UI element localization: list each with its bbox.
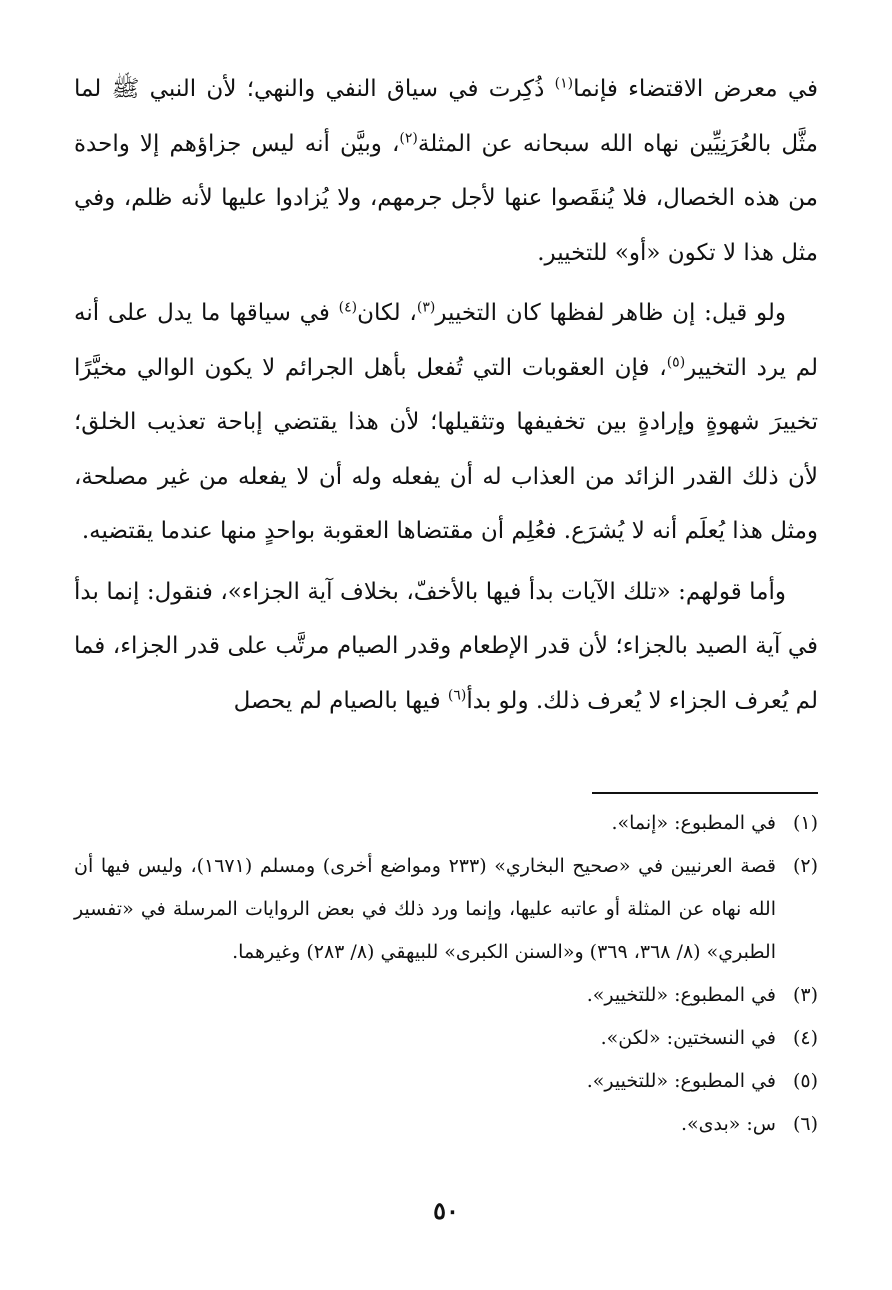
- footnote-divider: [592, 792, 818, 794]
- page-number: ٥٠: [433, 1196, 459, 1225]
- footnote-ref-6[interactable]: (٦): [447, 686, 467, 703]
- footnote-text: في المطبوع: «إنما».: [611, 812, 776, 834]
- footnote-3: [74, 974, 818, 1017]
- paragraph-text: وأما قولهم: «تلك الآيات بدأ فيها بالأخفّ، بخلاف آية الجزاء»، فنقول: إنما بدأ في آية الصيد بالجزاء؛ لأن قدر الإطعام وقدر الصيام مرتَّب على قدر الجزاء، فما لم يُعرف الجزاء لا يُعرف ذلك. ولو بدأ: [74, 578, 818, 714]
- paragraph-text: ، وبيَّن أنه ليس جزاؤهم إلا واحدة من هذه الخصال، فلا يُنقَصوا عنها لأجل جرمهم، ولا يُزادوا عليها لأنه ظلم، وفي مثل هذا لا تكون «أو» للتخيير.: [74, 130, 818, 266]
- footnote-number: (٣): [792, 984, 818, 1006]
- footnotes: [74, 802, 818, 1146]
- footnote-number: (٢): [792, 855, 818, 877]
- footnote-4: [74, 1017, 818, 1060]
- footnote-ref-5[interactable]: (٥): [666, 353, 686, 370]
- paragraph-2: [74, 286, 818, 559]
- footnote-ref-4[interactable]: (٤): [338, 299, 358, 316]
- footnote-6: [74, 1103, 818, 1146]
- footnote-text: في المطبوع: «للتخيير».: [586, 984, 776, 1006]
- footnote-number: (٦): [792, 1113, 818, 1135]
- footnote-5: [74, 1060, 818, 1103]
- footnote-number: (٤): [792, 1027, 818, 1049]
- footnote-text: في النسختين: «لكن».: [600, 1027, 776, 1049]
- paragraph-text: ذُكِرت في سياق النفي والنهي؛ لأن النبي ﷺ لما مثَّل بالعُرَنِيِّين نهاه الله سبحانه عن المثلة: [74, 76, 818, 157]
- footnote-text: س: «بدى».: [680, 1113, 776, 1135]
- paragraph-3: [74, 565, 818, 729]
- footnote-2: [74, 845, 818, 974]
- footnote-ref-1[interactable]: (١): [554, 75, 574, 92]
- main-text: [74, 62, 818, 728]
- footnote-text: قصة العرنيين في «صحيح البخاري» (٢٣٣ ومواضع أخرى) ومسلم (١٦٧١)، وليس فيها أن الله نهاه عن المثلة أو عاتبه عليها، وإنما ورد ذلك في بعض الروايات المرسلة في «تفسير الطبري» (٨/ ٣٦٨، ٣٦٩) و«السنن الكبرى» للبيهقي (٨/ ٢٨٣) وغيرهما.: [74, 855, 777, 963]
- footnote-text: في المطبوع: «للتخيير».: [586, 1070, 776, 1092]
- paragraph-text: في معرض الاقتضاء فإنما: [573, 76, 818, 102]
- footnote-1: [74, 802, 818, 845]
- footnote-number: (١): [792, 812, 818, 834]
- paragraph-text: ، لكان: [357, 300, 417, 326]
- paragraph-text: في سياقها ما يدل على أنه لم يرد التخيير: [74, 300, 819, 381]
- footnote-number: (٥): [792, 1070, 818, 1092]
- paragraph-text: ، فإن العقوبات التي تُفعل بأهل الجرائم لا يكون الوالي مخيَّرًا تخييرَ شهوةٍ وإرادةٍ بين تخفيفها وتثقيلها؛ لأن هذا يقتضي إباحة تعذيب الخلق؛ لأن ذلك القدر الزائد من العذاب له أن يفعله وله أن لا يفعله من غير مصلحة، ومثل هذا يُعلَم أنه لا يُشرَع. فعُلِم أن مقتضاها العقوبة بواحدٍ منها عندما يقتضيه.: [74, 354, 818, 544]
- paragraph-text: فيها بالصيام لم يحصل: [233, 687, 448, 714]
- footnote-ref-2[interactable]: (٢): [399, 129, 418, 146]
- paragraph-1: [74, 62, 818, 280]
- paragraph-text: ولو قيل: إن ظاهر لفظها كان التخيير: [435, 300, 787, 326]
- footnote-ref-3[interactable]: (٣): [416, 299, 436, 316]
